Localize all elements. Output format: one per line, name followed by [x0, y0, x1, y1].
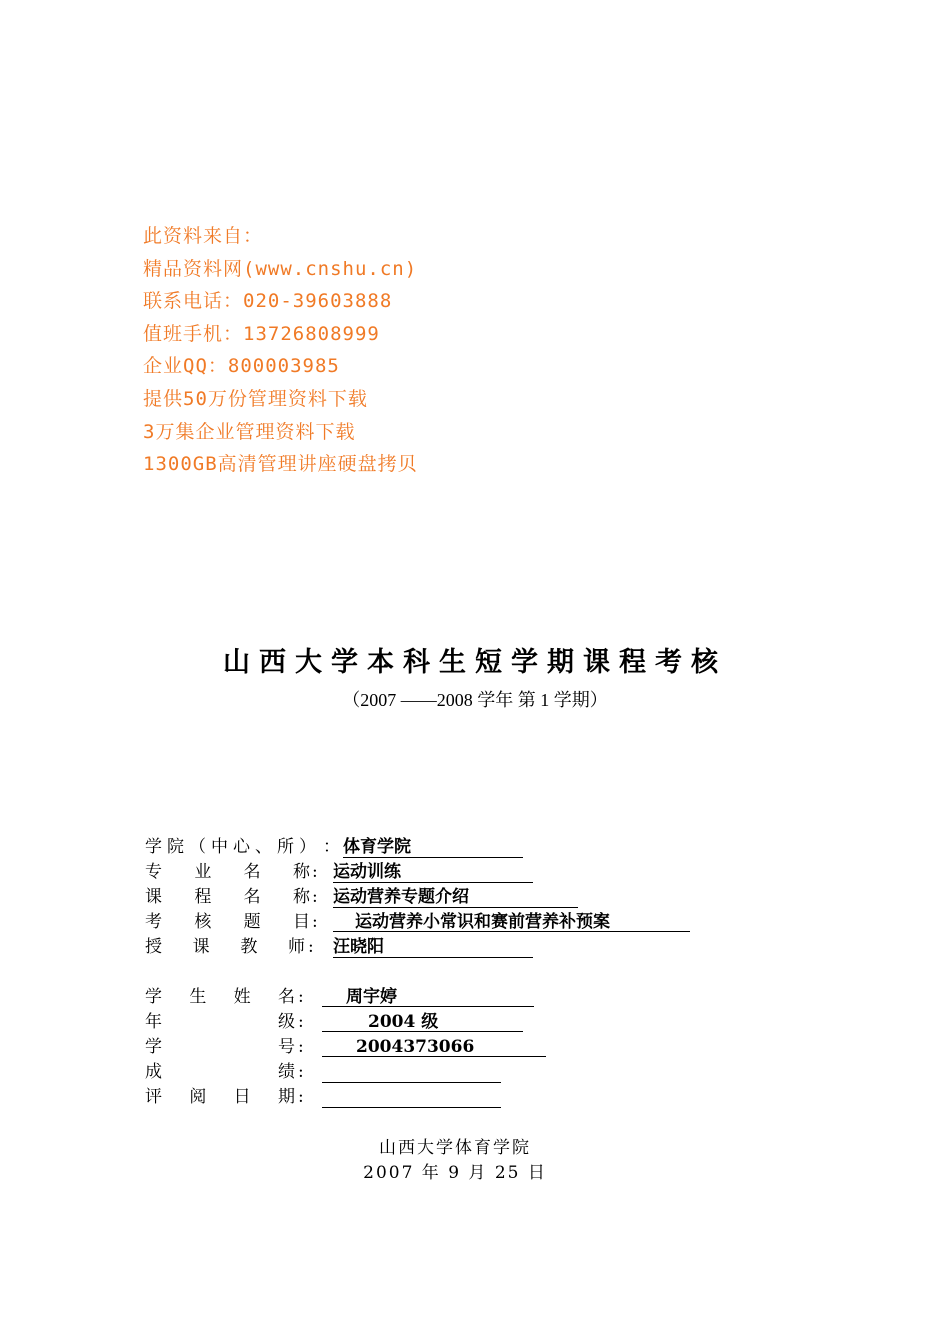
student-name-colon: :: [298, 987, 304, 1007]
college-colon: ：: [323, 837, 340, 857]
promo-line: 3万集企业管理资料下载: [143, 420, 356, 443]
major-colon: :: [312, 862, 318, 882]
student-id-value: 2004373066: [322, 1035, 546, 1057]
teacher-colon: :: [308, 937, 314, 957]
topic-label: 考 核 题 目: [145, 912, 310, 932]
review-date-colon: :: [298, 1087, 304, 1107]
grade-value: 2004 级: [322, 1010, 523, 1032]
score-colon: :: [298, 1062, 304, 1082]
promo-line: 精品资料网(www.cnshu.cn): [143, 257, 418, 280]
student-name-label: 学 生 姓 名: [145, 987, 295, 1007]
footer-institution: 山西大学体育学院: [379, 1138, 531, 1158]
college-label: 学院（中心、所）: [145, 837, 321, 857]
document-title: 山西大学本科生短学期课程考核: [223, 647, 727, 678]
promo-line: 提供50万份管理资料下载: [143, 387, 368, 410]
topic-colon: :: [312, 912, 318, 932]
review-date-value[interactable]: [322, 1085, 501, 1108]
footer-date: 2007 年 9 月 25 日: [363, 1163, 547, 1183]
student-id-colon: :: [298, 1037, 304, 1057]
student-id-label: 学 号: [145, 1037, 295, 1057]
teacher-value: 汪晓阳: [333, 935, 533, 958]
student-name-value: 周宇婷: [322, 985, 534, 1007]
course-value: 运动营养专题介绍: [333, 885, 578, 908]
grade-label: 年 级: [145, 1012, 295, 1032]
promo-block: [143, 220, 418, 481]
score-label: 成 绩: [145, 1062, 295, 1082]
major-value: 运动训练: [333, 860, 533, 883]
promo-line: 企业QQ：800003985: [143, 355, 340, 378]
document-subtitle: （2007 ——2008 学年 第 1 学期）: [342, 690, 608, 710]
college-value: 体育学院: [343, 835, 523, 858]
teacher-label: 授 课 教 师: [145, 937, 305, 957]
promo-line: 1300GB高清管理讲座硬盘拷贝: [143, 453, 418, 476]
major-label: 专 业 名 称: [145, 862, 310, 882]
promo-line: 联系电话：020-39603888: [143, 290, 393, 313]
review-date-label: 评 阅 日 期: [145, 1087, 295, 1107]
course-label: 课 程 名 称: [145, 887, 310, 907]
topic-value: 运动营养小常识和赛前营养补预案: [333, 910, 690, 932]
grade-colon: :: [298, 1012, 304, 1032]
promo-line: 此资料来自：: [143, 225, 264, 247]
score-value[interactable]: [322, 1060, 501, 1083]
course-colon: :: [312, 887, 318, 907]
promo-line: 值班手机：13726808999: [143, 322, 380, 345]
